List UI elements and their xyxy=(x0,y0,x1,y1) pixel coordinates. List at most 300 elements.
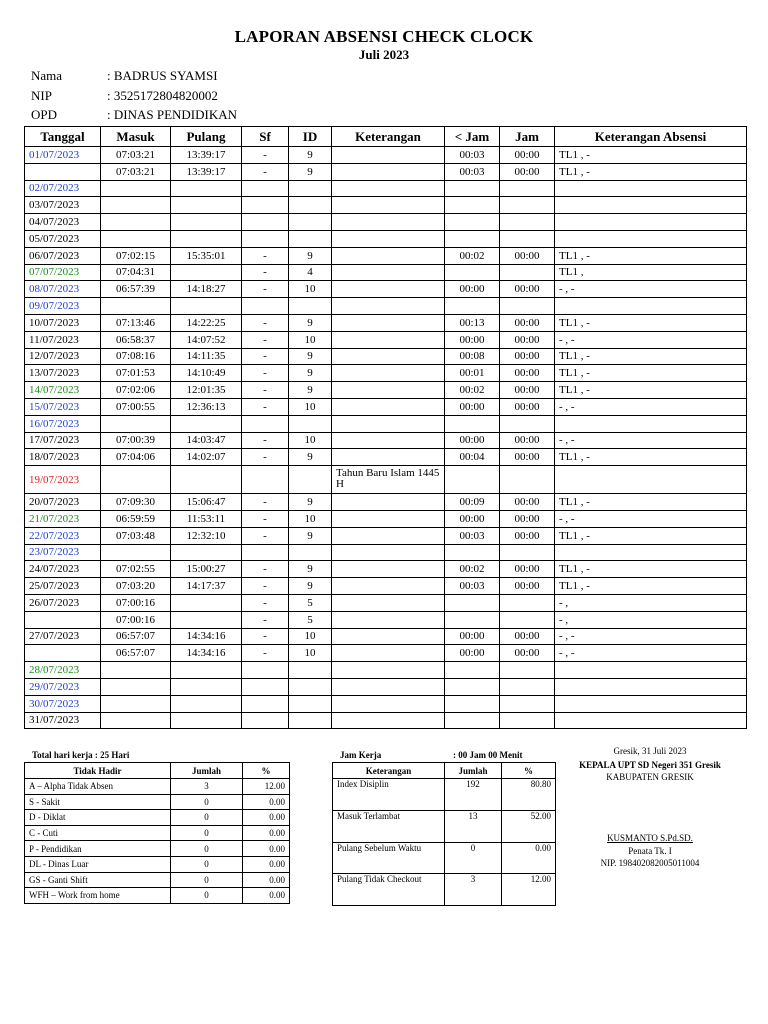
cell-jam: 00:00 xyxy=(500,578,555,595)
cell-jam: 00:00 xyxy=(500,348,555,365)
absence-row xyxy=(25,794,290,810)
cell-keterangan-absensi: TL1 , - xyxy=(555,561,747,578)
cell-tanggal: 26/07/2023 xyxy=(25,594,101,611)
table-row xyxy=(25,544,747,561)
cell-keterangan xyxy=(332,432,445,449)
cell-pulang xyxy=(171,662,242,679)
table-row xyxy=(25,264,747,281)
table-row xyxy=(25,494,747,511)
cell-tanggal: 07/07/2023 xyxy=(25,264,101,281)
cell-jam xyxy=(500,611,555,628)
cell-keterangan-absensi xyxy=(555,180,747,197)
col-header-sf: Sf xyxy=(242,127,289,147)
absence-row-cell: 0.00 xyxy=(243,872,290,888)
work-hours-value: : 00 Jam 00 Menit xyxy=(453,750,523,760)
absence-row-cell: 0.00 xyxy=(243,841,290,857)
cell-keterangan-absensi: - , - xyxy=(555,510,747,527)
discipline-header-percent: % xyxy=(502,763,556,779)
cell-kurang-jam xyxy=(445,230,500,247)
cell-sf: - xyxy=(242,561,289,578)
cell-keterangan xyxy=(332,712,445,729)
absence-header-row xyxy=(25,763,290,779)
cell-masuk: 07:00:16 xyxy=(101,611,171,628)
cell-masuk xyxy=(101,544,171,561)
cell-tanggal: 12/07/2023 xyxy=(25,348,101,365)
cell-masuk xyxy=(101,466,171,494)
report-title: LAPORAN ABSENSI CHECK CLOCK xyxy=(234,27,534,46)
cell-jam xyxy=(500,214,555,231)
cell-id: 9 xyxy=(289,348,332,365)
cell-tanggal xyxy=(25,645,101,662)
cell-pulang: 12:01:35 xyxy=(171,382,242,399)
cell-tanggal: 14/07/2023 xyxy=(25,382,101,399)
table-row xyxy=(25,678,747,695)
absence-row-cell: 0 xyxy=(171,794,243,810)
cell-id: 9 xyxy=(289,578,332,595)
cell-pulang xyxy=(171,678,242,695)
cell-jam: 00:00 xyxy=(500,645,555,662)
absence-header-count: Jumlah xyxy=(171,763,243,779)
cell-sf xyxy=(242,180,289,197)
absence-row-cell: 0 xyxy=(171,825,243,841)
cell-jam xyxy=(500,180,555,197)
cell-masuk xyxy=(101,214,171,231)
cell-pulang: 14:18:27 xyxy=(171,281,242,298)
absence-row xyxy=(25,810,290,826)
cell-kurang-jam: 00:02 xyxy=(445,382,500,399)
cell-sf xyxy=(242,544,289,561)
attendance-header-row xyxy=(25,127,747,147)
cell-keterangan-absensi: - , - xyxy=(555,628,747,645)
cell-tanggal: 21/07/2023 xyxy=(25,510,101,527)
cell-sf: - xyxy=(242,594,289,611)
cell-keterangan xyxy=(332,561,445,578)
table-row xyxy=(25,214,747,231)
table-row xyxy=(25,578,747,595)
cell-sf xyxy=(242,197,289,214)
cell-jam: 00:00 xyxy=(500,561,555,578)
cell-sf xyxy=(242,712,289,729)
cell-pulang xyxy=(171,230,242,247)
discipline-header-row xyxy=(333,763,556,779)
cell-jam xyxy=(500,466,555,494)
cell-sf: - xyxy=(242,578,289,595)
cell-kurang-jam: 00:02 xyxy=(445,561,500,578)
table-row xyxy=(25,163,747,180)
cell-id: 9 xyxy=(289,382,332,399)
cell-masuk: 07:03:21 xyxy=(101,147,171,164)
cell-masuk: 06:57:07 xyxy=(101,645,171,662)
cell-sf xyxy=(242,415,289,432)
cell-keterangan xyxy=(332,611,445,628)
cell-id: 9 xyxy=(289,561,332,578)
cell-pulang: 14:34:16 xyxy=(171,645,242,662)
cell-keterangan-absensi: TL1 , - xyxy=(555,163,747,180)
cell-sf: - xyxy=(242,645,289,662)
cell-masuk xyxy=(101,415,171,432)
cell-sf: - xyxy=(242,611,289,628)
cell-keterangan xyxy=(332,281,445,298)
cell-keterangan xyxy=(332,662,445,679)
opd-label: OPD xyxy=(31,107,58,122)
cell-pulang: 14:03:47 xyxy=(171,432,242,449)
cell-keterangan-absensi: - , - xyxy=(555,432,747,449)
table-row xyxy=(25,561,747,578)
cell-sf xyxy=(242,662,289,679)
cell-sf: - xyxy=(242,398,289,415)
discipline-row-cell: 13 xyxy=(445,810,502,842)
cell-jam xyxy=(500,594,555,611)
absence-row-cell: 0 xyxy=(171,888,243,904)
cell-keterangan-absensi xyxy=(555,712,747,729)
cell-sf: - xyxy=(242,527,289,544)
cell-masuk xyxy=(101,712,171,729)
cell-pulang: 14:07:52 xyxy=(171,331,242,348)
table-row xyxy=(25,298,747,315)
cell-jam xyxy=(500,695,555,712)
signature-region: KABUPATEN GRESIK xyxy=(606,772,694,782)
cell-tanggal: 10/07/2023 xyxy=(25,314,101,331)
absence-summary-table xyxy=(24,762,290,904)
cell-id: 5 xyxy=(289,611,332,628)
cell-jam: 00:00 xyxy=(500,494,555,511)
cell-keterangan-absensi: - , xyxy=(555,594,747,611)
opd-value: : DINAS PENDIDIKAN xyxy=(107,107,237,122)
absence-row xyxy=(25,825,290,841)
cell-keterangan xyxy=(332,544,445,561)
absence-row-cell: 0.00 xyxy=(243,856,290,872)
cell-kurang-jam: 00:00 xyxy=(445,645,500,662)
cell-tanggal: 31/07/2023 xyxy=(25,712,101,729)
cell-sf: - xyxy=(242,331,289,348)
cell-jam xyxy=(500,544,555,561)
cell-keterangan xyxy=(332,415,445,432)
cell-keterangan-absensi xyxy=(555,197,747,214)
table-row xyxy=(25,432,747,449)
cell-tanggal xyxy=(25,163,101,180)
cell-sf xyxy=(242,695,289,712)
cell-kurang-jam: 00:03 xyxy=(445,163,500,180)
cell-keterangan-absensi: - , - xyxy=(555,331,747,348)
cell-kurang-jam xyxy=(445,611,500,628)
cell-pulang xyxy=(171,611,242,628)
cell-jam: 00:00 xyxy=(500,281,555,298)
cell-masuk: 06:57:39 xyxy=(101,281,171,298)
cell-id: 10 xyxy=(289,645,332,662)
cell-jam: 00:00 xyxy=(500,432,555,449)
name-value: : BADRUS SYAMSI xyxy=(107,68,218,83)
cell-id: 10 xyxy=(289,331,332,348)
col-header-masuk: Masuk xyxy=(101,127,171,147)
cell-jam xyxy=(500,662,555,679)
cell-tanggal: 09/07/2023 xyxy=(25,298,101,315)
cell-keterangan xyxy=(332,594,445,611)
total-work-days: Total hari kerja : 25 Hari xyxy=(32,750,130,760)
absence-row-cell: GS - Ganti Shift xyxy=(25,872,171,888)
cell-keterangan xyxy=(332,331,445,348)
absence-row-cell: C - Cuti xyxy=(25,825,171,841)
cell-masuk xyxy=(101,230,171,247)
cell-jam xyxy=(500,298,555,315)
cell-tanggal: 11/07/2023 xyxy=(25,331,101,348)
cell-sf xyxy=(242,230,289,247)
cell-kurang-jam xyxy=(445,712,500,729)
table-row xyxy=(25,466,747,494)
cell-pulang: 14:02:07 xyxy=(171,449,242,466)
cell-jam: 00:00 xyxy=(500,510,555,527)
cell-keterangan-absensi: - , - xyxy=(555,645,747,662)
absence-row-cell: S - Sakit xyxy=(25,794,171,810)
cell-kurang-jam: 00:00 xyxy=(445,281,500,298)
cell-tanggal: 03/07/2023 xyxy=(25,197,101,214)
cell-masuk: 07:02:55 xyxy=(101,561,171,578)
cell-tanggal: 02/07/2023 xyxy=(25,180,101,197)
cell-sf: - xyxy=(242,147,289,164)
cell-jam: 00:00 xyxy=(500,527,555,544)
cell-keterangan-absensi: TL1 , - xyxy=(555,494,747,511)
cell-keterangan-absensi: TL1 , - xyxy=(555,314,747,331)
cell-keterangan xyxy=(332,398,445,415)
employee-nip-row xyxy=(31,88,218,104)
cell-pulang xyxy=(171,214,242,231)
cell-pulang xyxy=(171,695,242,712)
col-header-id: ID xyxy=(289,127,332,147)
cell-kurang-jam: 00:00 xyxy=(445,628,500,645)
cell-masuk: 07:02:06 xyxy=(101,382,171,399)
table-row xyxy=(25,281,747,298)
cell-keterangan xyxy=(332,449,445,466)
cell-keterangan xyxy=(332,180,445,197)
absence-row-cell: 0.00 xyxy=(243,794,290,810)
cell-kurang-jam: 00:01 xyxy=(445,365,500,382)
cell-id: 5 xyxy=(289,594,332,611)
cell-sf: - xyxy=(242,264,289,281)
cell-tanggal: 20/07/2023 xyxy=(25,494,101,511)
absence-row-cell: A – Alpha Tidak Absen xyxy=(25,779,171,795)
cell-pulang: 15:00:27 xyxy=(171,561,242,578)
cell-keterangan xyxy=(332,348,445,365)
cell-id: 4 xyxy=(289,264,332,281)
absence-row-cell: D - Diklat xyxy=(25,810,171,826)
absence-row-cell: 0 xyxy=(171,856,243,872)
cell-sf: - xyxy=(242,365,289,382)
absence-row-cell: 0 xyxy=(171,841,243,857)
cell-keterangan-absensi xyxy=(555,298,747,315)
cell-jam: 00:00 xyxy=(500,247,555,264)
table-row xyxy=(25,628,747,645)
cell-keterangan xyxy=(332,678,445,695)
cell-pulang: 13:39:17 xyxy=(171,147,242,164)
cell-id: 9 xyxy=(289,449,332,466)
cell-masuk xyxy=(101,197,171,214)
cell-tanggal: 29/07/2023 xyxy=(25,678,101,695)
col-header-keterangan: Keterangan xyxy=(332,127,445,147)
cell-kurang-jam xyxy=(445,662,500,679)
discipline-row xyxy=(333,874,556,906)
cell-tanggal: 04/07/2023 xyxy=(25,214,101,231)
discipline-row-cell: Index Disiplin xyxy=(333,779,445,811)
cell-keterangan-absensi: - , - xyxy=(555,398,747,415)
cell-sf: - xyxy=(242,348,289,365)
absence-header-type: Tidak Hadir xyxy=(25,763,171,779)
discipline-row-cell: Pulang Sebelum Waktu xyxy=(333,842,445,874)
cell-tanggal: 22/07/2023 xyxy=(25,527,101,544)
discipline-row-cell: 12.00 xyxy=(502,874,556,906)
cell-kurang-jam xyxy=(445,415,500,432)
cell-keterangan-absensi xyxy=(555,214,747,231)
cell-sf: - xyxy=(242,449,289,466)
cell-tanggal: 01/07/2023 xyxy=(25,147,101,164)
cell-id xyxy=(289,695,332,712)
cell-tanggal: 19/07/2023 xyxy=(25,466,101,494)
cell-keterangan-absensi xyxy=(555,466,747,494)
table-row xyxy=(25,415,747,432)
cell-sf xyxy=(242,466,289,494)
cell-keterangan-absensi xyxy=(555,662,747,679)
table-row xyxy=(25,147,747,164)
cell-id: 9 xyxy=(289,527,332,544)
cell-id: 10 xyxy=(289,432,332,449)
cell-masuk: 07:00:55 xyxy=(101,398,171,415)
cell-keterangan-absensi: TL1 , - xyxy=(555,578,747,595)
cell-id xyxy=(289,230,332,247)
signature-position: KEPALA UPT SD Negeri 351 Gresik xyxy=(579,760,721,770)
cell-sf: - xyxy=(242,510,289,527)
cell-masuk: 07:08:16 xyxy=(101,348,171,365)
cell-id: 10 xyxy=(289,510,332,527)
cell-tanggal: 15/07/2023 xyxy=(25,398,101,415)
cell-pulang: 12:32:10 xyxy=(171,527,242,544)
cell-keterangan-absensi: - , - xyxy=(555,281,747,298)
work-hours-label: Jam Kerja xyxy=(340,750,382,760)
discipline-row-cell: 0.00 xyxy=(502,842,556,874)
table-row xyxy=(25,230,747,247)
cell-pulang xyxy=(171,544,242,561)
table-row xyxy=(25,611,747,628)
cell-masuk xyxy=(101,298,171,315)
attendance-table xyxy=(24,126,747,729)
cell-keterangan xyxy=(332,298,445,315)
cell-jam: 00:00 xyxy=(500,628,555,645)
cell-kurang-jam xyxy=(445,298,500,315)
cell-jam: 00:00 xyxy=(500,382,555,399)
cell-pulang: 14:17:37 xyxy=(171,578,242,595)
col-header-keterangan-absensi: Keterangan Absensi xyxy=(555,127,747,147)
cell-tanggal: 08/07/2023 xyxy=(25,281,101,298)
discipline-header-desc: Keterangan xyxy=(333,763,445,779)
signature-name: KUSMANTO S.Pd.SD. xyxy=(607,833,693,843)
cell-pulang: 15:35:01 xyxy=(171,247,242,264)
cell-tanggal: 30/07/2023 xyxy=(25,695,101,712)
cell-sf xyxy=(242,214,289,231)
cell-pulang: 12:36:13 xyxy=(171,398,242,415)
cell-masuk: 07:03:21 xyxy=(101,163,171,180)
employee-opd-row xyxy=(31,107,237,123)
cell-keterangan-absensi xyxy=(555,230,747,247)
table-row xyxy=(25,331,747,348)
absence-row-cell: 0.00 xyxy=(243,825,290,841)
absence-row-cell: 12.00 xyxy=(243,779,290,795)
cell-sf: - xyxy=(242,247,289,264)
cell-sf: - xyxy=(242,628,289,645)
cell-id xyxy=(289,415,332,432)
cell-id: 10 xyxy=(289,398,332,415)
cell-tanggal: 16/07/2023 xyxy=(25,415,101,432)
discipline-header-count: Jumlah xyxy=(445,763,502,779)
cell-pulang xyxy=(171,712,242,729)
cell-keterangan-absensi: TL1 , - xyxy=(555,382,747,399)
cell-tanggal: 05/07/2023 xyxy=(25,230,101,247)
cell-masuk: 07:00:39 xyxy=(101,432,171,449)
cell-kurang-jam: 00:13 xyxy=(445,314,500,331)
cell-keterangan xyxy=(332,365,445,382)
table-row xyxy=(25,662,747,679)
cell-jam: 00:00 xyxy=(500,163,555,180)
signature-nip: NIP. 198402082005011004 xyxy=(600,858,700,868)
cell-sf: - xyxy=(242,163,289,180)
cell-keterangan-absensi: TL1 , - xyxy=(555,365,747,382)
absence-row xyxy=(25,888,290,904)
cell-id xyxy=(289,298,332,315)
cell-keterangan xyxy=(332,314,445,331)
discipline-row-cell: 52.00 xyxy=(502,810,556,842)
cell-kurang-jam: 00:03 xyxy=(445,147,500,164)
cell-kurang-jam: 00:02 xyxy=(445,247,500,264)
table-row xyxy=(25,348,747,365)
cell-masuk: 07:00:16 xyxy=(101,594,171,611)
cell-id xyxy=(289,662,332,679)
cell-masuk xyxy=(101,695,171,712)
cell-tanggal: 06/07/2023 xyxy=(25,247,101,264)
cell-jam xyxy=(500,230,555,247)
cell-jam xyxy=(500,415,555,432)
cell-tanggal: 18/07/2023 xyxy=(25,449,101,466)
cell-masuk: 07:09:30 xyxy=(101,494,171,511)
absence-row-cell: 0.00 xyxy=(243,888,290,904)
absence-row-cell: 0 xyxy=(171,810,243,826)
cell-pulang: 14:34:16 xyxy=(171,628,242,645)
table-row xyxy=(25,247,747,264)
cell-kurang-jam: 00:03 xyxy=(445,578,500,595)
cell-kurang-jam xyxy=(445,594,500,611)
cell-jam xyxy=(500,197,555,214)
cell-keterangan-absensi: TL1 , - xyxy=(555,147,747,164)
cell-pulang: 13:39:17 xyxy=(171,163,242,180)
cell-tanggal xyxy=(25,611,101,628)
cell-kurang-jam: 00:00 xyxy=(445,398,500,415)
absence-row-cell: P - Pendidikan xyxy=(25,841,171,857)
cell-tanggal: 13/07/2023 xyxy=(25,365,101,382)
cell-pulang xyxy=(171,415,242,432)
cell-keterangan xyxy=(332,230,445,247)
cell-pulang: 14:22:25 xyxy=(171,314,242,331)
cell-sf: - xyxy=(242,281,289,298)
cell-id: 10 xyxy=(289,628,332,645)
cell-masuk: 07:03:48 xyxy=(101,527,171,544)
signature-place-date: Gresik, 31 Juli 2023 xyxy=(613,746,687,756)
cell-pulang: 14:11:35 xyxy=(171,348,242,365)
table-row xyxy=(25,527,747,544)
absence-row-cell: WFH – Work from home xyxy=(25,888,171,904)
cell-id xyxy=(289,466,332,494)
cell-id xyxy=(289,678,332,695)
cell-id: 9 xyxy=(289,314,332,331)
cell-kurang-jam: 00:00 xyxy=(445,510,500,527)
cell-sf: - xyxy=(242,494,289,511)
discipline-row-cell: Masuk Terlambat xyxy=(333,810,445,842)
table-row xyxy=(25,180,747,197)
cell-pulang xyxy=(171,264,242,281)
